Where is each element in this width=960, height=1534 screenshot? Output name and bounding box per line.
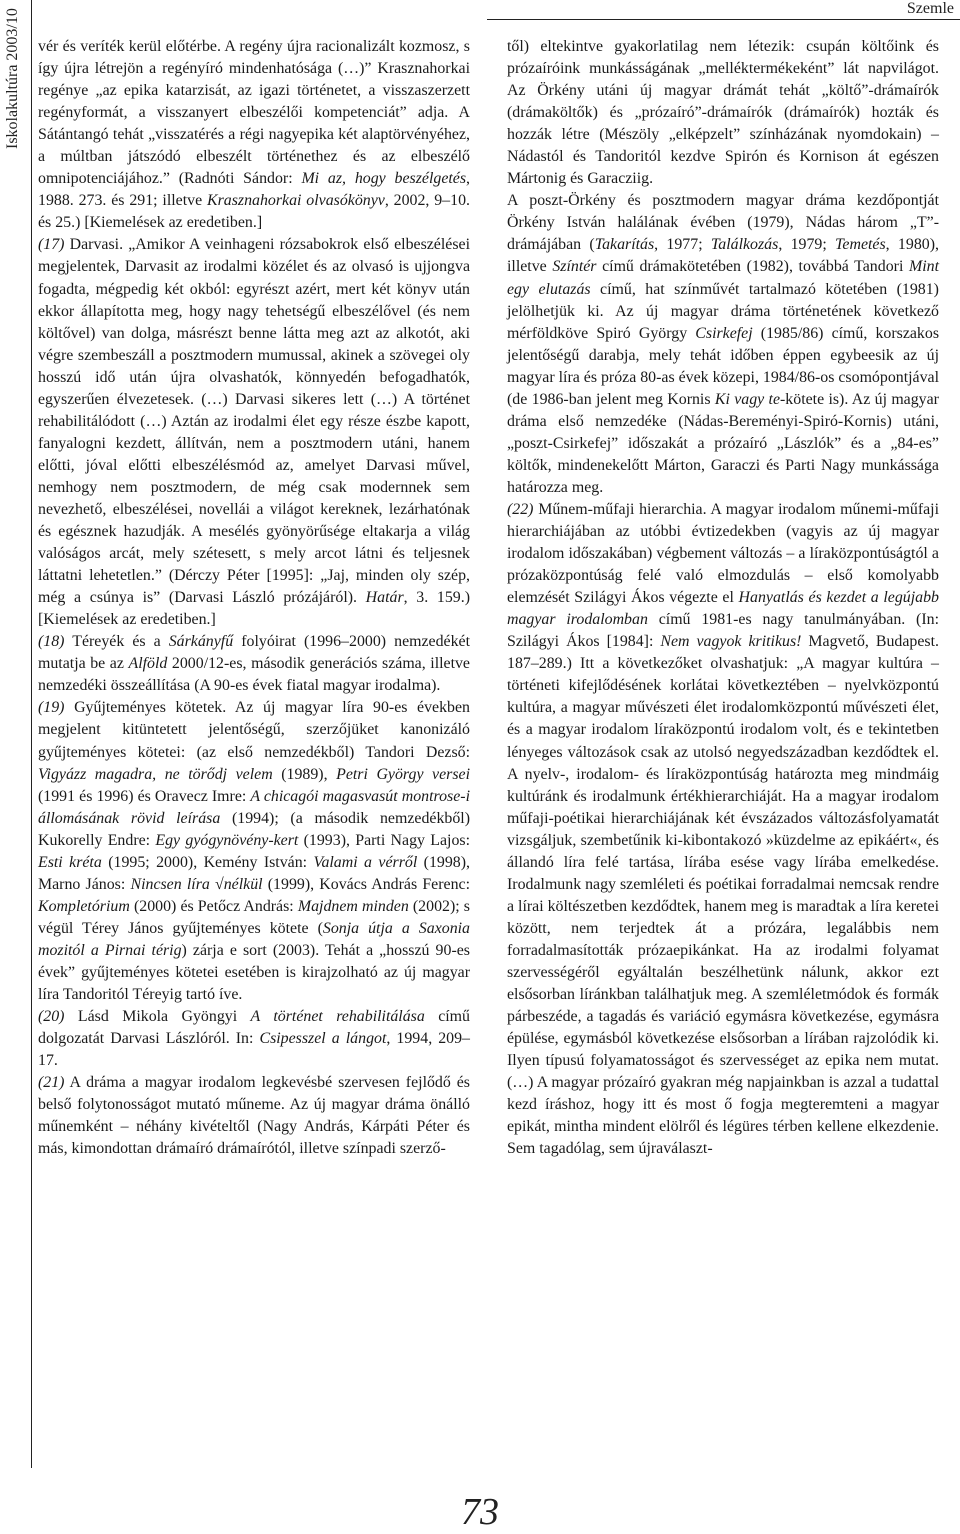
note-21: (21) A dráma a magyar irodalom legkevésbé szervesen fejlődő és belső folytonosságot mutató műneme. Az új magyar dráma önálló műnemként – néhány kivételtől (Nagy András, Kárpáti Péter és más, kimondottan drámaíró drámaírótól, illetve színpadi szerző- <box>38 1074 470 1158</box>
running-head-journal: Iskolakultúra 2003/10 <box>4 8 21 149</box>
note-22: (22) Műnem-műfaji hierarchia. A magyar irodalom műnemi-műfaji hierarchiájában az utóbbi évtizedekben (vagyis az új magyar irodalom időszakában) végbement változás – a líraközpontúságtól a prózaközpontúság felé való elmozdulás – első komolyabb elemzését Szilágyi Ákos végezte el Hanyatlás és kezdet a legújabb magyar irodalomban című 1981-es nagy tanulmányában. (In: Szilágyi Ákos [1984]: Nem vagyok kritikus! Magvető, Budapest. 187–289.) Itt a következőket olvashatjuk: „A magyar kultúra – történeti kifejlődésének korlátai következtében – nyelvközpontú kultúra, a magyar művészeti élet irodalomközpontú művészeti élet, és a magyar irodalom líraközpontú irodalom volt, és e tekintetben lényeges változások csak az utolsó negyedszázadban kezdődtek el. A nyelv-, irodalom- és líraközpontúság határozta meg mindmáig kultúránk és irodalmunk értékhierarchiáját. Ha a magyar irodalom műfaji-poétikai hierarchiájának két évszázados változásfolyamatát vizsgáljuk, szembetűnik ki-kibontakozó »küzdelme az epikáért«, és állandó líra felé tartása, lírába esése vagy lírába emelkedése. Irodalmunk nagy szemléleti és poétikai forradalmai nemcsak rendre a lírai költészetben kezdődtek, hanem meg is maradtak a líra keretei között, nem terjedtek át a prózára, legalábbis nem forradalmasították prózaepikánkat. Ha az irodalmi folyamat szervességéről egyáltalán beszélhetünk nálunk, akkor ezt elsősorban líránkban találhatjuk meg. A szemléletmódok és formák párbeszéde, a tagadás és variáció egymásra következése, egymásra épülése, egymásból következése elsősorban a lírában rajzolódik ki. Ilyen típusú folyamatosságot és szervességet az epika nem mutat. (…) A magyar prózaíró gyakran még napjainkban is azzal a tudattal kezd íráshoz, hogy itt és most ő fogja megteremteni a magyar epikát, mintha mindent elölről és légüres térben kellene elkezdenie. Sem tagadólag, sem újraválaszt- <box>507 500 940 1158</box>
header-rule <box>487 19 960 20</box>
note-17: (17) Darvasi. „Amikor A veinhageni rózsabokrok első elbeszélései megjelentek, Darvasit az irodalmi közélet és az olvasó is ujjongva fogadta, mégpedig két okból: egyrészt azért, mert két könyv után ekkor állapította meg, hogy nagy tehetségű elbeszélővel (és nem költővel) van dolga, másrészt benne látta meg azt az alkotót, aki végre szembeszáll a posztmodern mumussal, akinek a szövegei oly hosszú idő után újra olvashatók, könnyedén befogadhatók, egyszerűen élvezetesek. (…) Darvasi sikeres lett (…) A történet rehabilitálódott (…) Aztán az irodalmi élet egy része észbe kapott, fanyalogni kezdett, állítván, nem a posztmodern utáni, hanem előtti, jóval előtti elbeszélésmód az, amelyet Darvasi művel, nemhogy nem posztmodern, de még csak modernnek sem nevezhető, elbeszélései, novellái a világot kereknek, lezárhatónak és egésznek hazudják. A mesélés gyönyörűsége eltakarja a világ valóságos arcát, mely szétesett, s mely arcot látni és teljesnek láttatni lehetetlen.” (Dérczy Péter [1995]: „Jaj, minden oly szép, még a csúnya is” (Darvasi László prózájáról). Határ, 3. 159.) [Kiemelések az eredetiben.] <box>38 236 470 629</box>
note-19: (19) Gyűjteményes kötetek. Az új magyar líra 90-es években megjelent kitüntetett jelentőségű, szerzőjüket kanonizáló gyűjteményes kötetei: (az első nemzedékből) Tandori Dezső: Vigyázz magadra, ne törődj velem (1989), Petri György versei (1991 és 1996) és Oravecz Imre: A chicagói magasvasút montrose-i állomásának rövid leírása (1994); (a második nemzedékből) Kukorelly Endre: Egy gyógynövény-kert (1993), Parti Nagy Lajos: Esti kréta (1995; 2000), Kemény István: Valami a vérről (1998), Marno János: Nincsen líra √nélkül (1999), Kovács András Ferenc: Kompletórium (2000) és Petőcz András: Majdnem minden (2002); s végül Térey János gyűjteményes kötete (Sonja útja a Saxonia mozitól a Pirnai térig) zárja e sort (2003). Tehát a „hosszú 90-es évek” gyűjteményes kötetei esetében is kirajzolható az új magyar líra Tandoritól Téreyig tartó íve. <box>38 699 471 1004</box>
margin-rule <box>31 0 32 1468</box>
right-column <box>507 36 939 1160</box>
paragraph-radnoti: vér és veríték kerül előtérbe. A regény újra racionalizált kozmosz, s így újra létrejön a regényíró mindenhatósága (…)” Krasznahorkai regénye „az epika katarzisát, az igazi történetet, a visszaszerzett regényformát, a visszanyert elbeszélői kompetenciát” adja. A Sátántangó tehát „visszatérés a régi nagyepika két alaptörvényéhez, a múltban játszódó elbeszélt történethez és az elbeszélő omnipotenciájához.” (Radnóti Sándor: Mi az, hogy beszélgetés, 1988. 273. és 291; illetve Krasznahorkai olvasókönyv, 2002, 9–10. és 25.) [Kiemelések az eredetiben.] <box>38 38 471 232</box>
running-head-section: Szemle <box>906 0 954 17</box>
note-number: (17) <box>38 236 65 254</box>
page-number: 73 <box>461 1491 499 1533</box>
note-number: (19) <box>38 699 65 717</box>
note-number: (21) <box>38 1074 65 1092</box>
left-column <box>38 36 470 1160</box>
note-number: (20) <box>38 1008 65 1026</box>
paragraph-post-orkeny: A poszt-Örkény és posztmodern magyar dráma kezdőpontját Örkény István halálának évében (1979), Nádas három „T”-drámájában (Takarítás, 1977; Találkozás, 1979; Temetés, 1980), illetve Színtér című drámakötetében (1982), továbbá Tandori Mint egy elutazás című, hat színművét tartalmazó kötetében (1981) jelölhetjük ki. Az új magyar dráma történetének következő mérföldköve Spiró György Csirkefej (1985/86) című, korszakos jelentőségű darabja, mely tehát időben éppen egybeesik az új magyar líra és próza 80-as évek közepi, 1984/86-os csomópontjával (de 1986-ban jelent meg Kornis Ki vagy te-kötete is). Az új magyar dráma első nemzedéke (Nádas-Bereményi-Spiró-Kornis) utáni, „poszt-Csirkefej” időszakát a prózaíró „Lászlók” és a „84-es” költők, mindenekelőtt Márton, Garaczi és Parti Nagy munkássága határozza meg. <box>507 192 940 496</box>
paragraph-drama-continued: től) eltekintve gyakorlatilag nem létezik: csupán költőink és prózaíróink munkásságának „melléktermékeként” lát napvilágot. Az Örkény utáni új magyar drámát tehát „költő”-drámaírók (drámaköltők) és „prózaíró”-drámaírók (drámaírók) hozták és hozzák létre (Mészöly „elképzelt” színházának nyomdokain) – Nádastól és Tandoritól kezdve Spirón és Kornison át egészen Mártonig és Garacziig. <box>507 38 939 188</box>
note-20: (20) Lásd Mikola Gyöngyi A történet rehabilitálása című dolgozatát Darvasi Lászlóról. In: Csipesszel a lángot, 1994, 209–17. <box>38 1008 470 1070</box>
note-18: (18) Téreyék és a Sárkányfű folyóirat (1996–2000) nemzedékét mutatja be az Alföld 2000/12-es, második generációs száma, illetve nemzedéki összeállítása (A 90-es évek fiatal magyar irodalma). <box>38 633 470 695</box>
note-number: (22) <box>507 500 534 518</box>
note-number: (18) <box>38 633 65 651</box>
